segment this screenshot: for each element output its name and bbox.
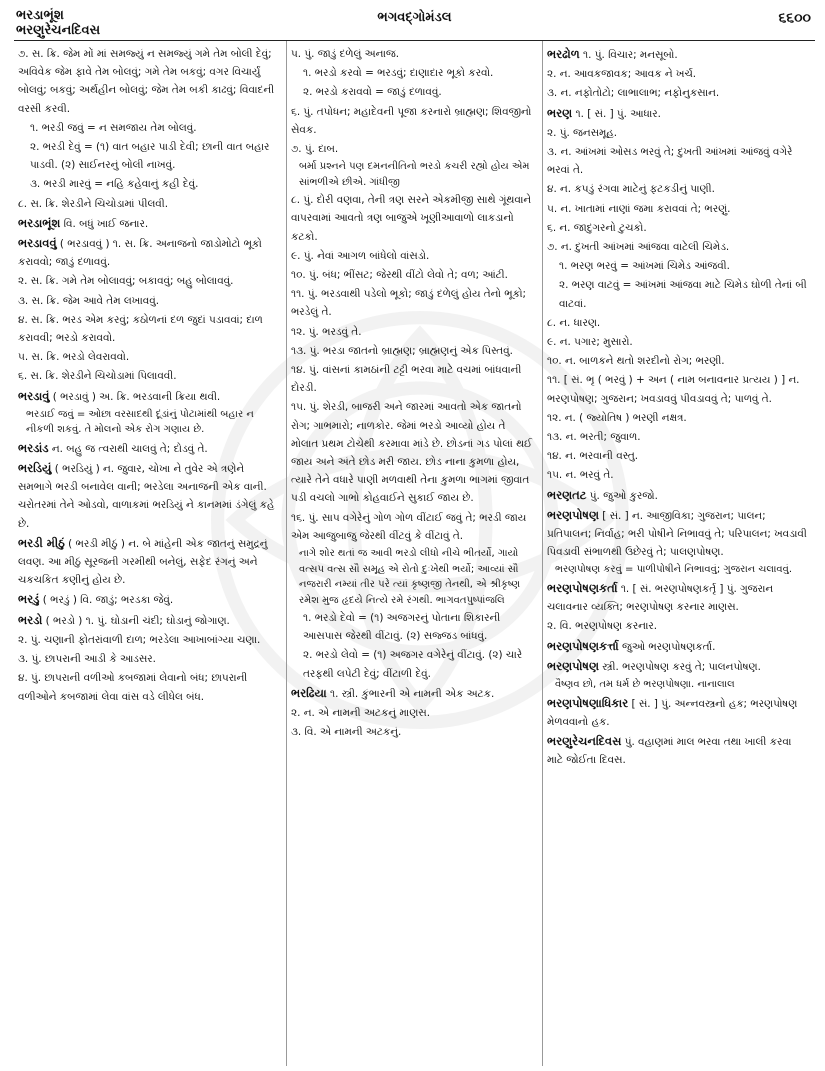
text-columns (14, 41, 815, 1066)
definition-text: ૭. સ. ક્રિ. જેમ મોં માં સમજ્યું ન સમજ્યું ગમે તેમ બોલી દેવું; અવિવેક જેમ ફાવે તેમ બોલવું; ગમે તેમ બકવું; વગર વિચાર્યું બોલવું; બકવું; અર્થહીન બોલવું; જેમ તેમ બકી કાઢવું; વિવાદની વરસી કરવી. (18, 48, 275, 115)
definition-text: ૨. ભરણ વાટવું = આંખમાં આંજવા માટે ચિમેડ ઘોળી તેનાં બી વાટવાં. (559, 279, 807, 310)
definition-text: ૨. ભરડી દેવું = (૧) વાત બહાર પાડી દેવી; છાની વાત બહાર પાડવી. (૨) સાઈનરનું બોલી નાખવું. (30, 141, 270, 172)
dictionary-entry (547, 104, 807, 123)
definition-text: ૫. ન. ખાતામાં નાણાં જમા કરાવવાં તે; ભરણું. (547, 202, 731, 215)
entry-sense (18, 367, 278, 385)
definition-text: ૧૫. ન. ભરવું તે. (547, 469, 614, 482)
dictionary-entry (18, 459, 278, 533)
column-right (542, 41, 815, 1066)
entry-sense (547, 466, 807, 484)
definition-text: ૧૨. ન. ( જ્યોતિષ ) ભરણી નક્ષત્ર. (547, 411, 687, 424)
definition-text: જુઓ ભરણપોષણકર્તા. (618, 640, 716, 653)
definition-text: ૧. સ્ત્રી. કુંભારની એ નામની એક અટક. (326, 687, 495, 700)
entry-sense (18, 311, 278, 347)
entry-sense (18, 631, 278, 649)
entry-sense (547, 180, 807, 198)
definition-text: ૧. ભરણ ભરવું = આંખમાં ચિમેડ આંજવી. (559, 260, 730, 273)
dictionary-entry (18, 439, 278, 458)
dictionary-entry (18, 611, 278, 630)
guide-word-first: ભરડાભૂંશ (16, 8, 64, 23)
definition-text: ૩. ન. નફોતોટો; લાભાલાભ; નફોનુકસાન. (547, 87, 720, 100)
entry-sense (291, 266, 534, 284)
headword: ભરણ (547, 105, 573, 120)
definition-text: ૧૪. ન. ભરવાની વસ્તુ. (547, 450, 639, 463)
page-number: ૬૬૦૦ (778, 10, 811, 26)
definition-text: ૬. પું. તપોધન; મહાદેવની પૂજા કરનારો બ્રાહ્મણ; શિવજીનો સેવક. (291, 105, 532, 136)
dictionary-entry (18, 234, 278, 271)
entry-sense (547, 409, 807, 427)
definition-text: ૩. ન. આંખમાં ઓસડ ભરવું તે; દુખતી આંખમાં આંજવું વગેરે ભરવાં તે. (547, 146, 793, 177)
dictionary-entry (547, 486, 807, 505)
usage-example (291, 159, 534, 190)
headword: ભરઢિયા (291, 685, 327, 700)
definition-text: ૭. પું. દાબ. (291, 143, 339, 156)
entry-sense (291, 398, 534, 507)
headword: ભરઢોળ (547, 47, 580, 61)
definition-text: ૫. સ. ક્રિ. ભરડો લેવરાવવો. (18, 351, 130, 364)
entry-sense (547, 333, 807, 351)
entry-sense (291, 342, 534, 360)
definition-text: ૧. ભરડો કરવો = ભરડવું; દાણાદાર ભૂકો કરવો. (303, 67, 494, 80)
definition-text: ૧. [ સં. ] પું. આધાર. (572, 107, 661, 120)
definition-text: ૧૪. પું. વાંસનાં કામઠાંની ટટ્ટી ભરવા માટે વચમાં બાંધવાની દોરડી. (291, 364, 522, 395)
entry-sense (18, 272, 278, 290)
definition-text: ૮. સ. ક્રિ. શેરડીને ચિચોડામાં પીલવી. (18, 197, 169, 210)
definition-text: ૧૩. પું. ભરડા જાતનો બ્રાહ્મણ; બ્રાહ્મણનું એક પિસ્તવું. (291, 344, 513, 357)
entry-sense (291, 140, 534, 158)
dictionary-entry (291, 684, 534, 703)
definition-text: ૩. વિ. એ નામની અટકનું. (291, 726, 402, 739)
definition-text: બર્મા પ્રશ્નને પણ દમનનીતિનો ભરડો કચરી રહ્યો હોય એમ સાંભળીએ છીએ. ગાંધીજી (299, 161, 530, 188)
headword: ભરડાવવું (18, 236, 57, 251)
definition-text: ૨. ન. આવકજાવક; આવક ને ખર્ચ. (547, 68, 697, 81)
entry-sense (547, 84, 807, 102)
definition-text: ( ભરડાવું ) અ. ક્રિ. ભરડવાની ક્રિયા થવી. (49, 390, 221, 403)
headword: ભરડાભૂંશ (18, 215, 61, 230)
entry-sense (18, 348, 278, 366)
definition-text: નાગે શોર થતાં જ આવી ભરડો લીધો નીચે ભીતર્યો, ગાયો વત્સપ વત્સ સૌ સમૂહ એ રોતો દુઃખેથી ભર્યો; આવ્યાં સૌ નજરારી નમ્યાં તીર પરે ત્યાં કૃષ્ણજી તેનથી, એ શ્રીકૃષ્ણ રમેશ મુજ હૃદયે નિત્યે રમે રંગથી. ભાગવતપુષ્પાંજલિ (299, 548, 521, 606)
dictionary-entry (547, 45, 807, 64)
definition-text: પું. વહાણમાં માલ ભરવા તથા ખાલી કરવા માટે જોઈતા દિવસ. (547, 735, 792, 767)
entry-sense (291, 646, 534, 682)
entry-sense (18, 175, 278, 193)
dictionary-entry (18, 387, 278, 406)
dictionary-entry (547, 506, 807, 562)
definition-text: ૧૨. પું. ભરડવું તે. (291, 325, 362, 338)
entry-sense (547, 143, 807, 179)
entry-sense (547, 428, 807, 446)
definition-text: ૨. પું. ચણાની ફોતરાંવાળી દાળ; ભરડેલા આખાબાંગ્યા ચણા. (18, 633, 261, 646)
headword: ભરણપોષણકર્ત્તા (547, 638, 619, 653)
definition-text: ( ભરડી મીઠું ) ન. બે માંહેની એક જાતનું સમુદ્રનું લવણ. આ મીઠું સૂરજની ગરમીથી બનેલું, સફેદ રંગનું અને ચકચકિત કણીનું હોય છે. (18, 537, 268, 587)
definition-text: ૨. પું. જનસમૂહ. (547, 126, 618, 139)
headword: ભરણપોષણ (547, 507, 599, 522)
definition-text: ૭. ન. દુખતી આંખમાં આંજવા વાટેલી ચિમેડ. (547, 241, 730, 254)
definition-text: ૩. ભરડી મારવું = નહિ કહેવાનું કહી દેવું. (30, 178, 199, 191)
entry-sense (547, 257, 807, 275)
dictionary-entry (18, 214, 278, 233)
headword: ભરણપોષણકર્તા (547, 580, 618, 595)
usage-example (547, 677, 807, 693)
definition-text: ૨. ન. એ નામની અટકનું માણસ. (291, 707, 431, 720)
headword: ભરડિયું (18, 461, 52, 476)
definition-text: ૯. પું. નેવાં આગળ બાંધેલો વાંસડો. (291, 249, 430, 262)
entry-sense (547, 219, 807, 237)
guide-word-last: ભરણુરેચનદિવસ (16, 23, 101, 38)
entry-sense (291, 45, 534, 63)
entry-sense (18, 119, 278, 137)
headword: ભરડી મીઠું (18, 535, 65, 550)
definition-text: ૧૦. પું. બંધ; ભીંસટ; જેરથી વીંટો લેવો તે; વળ; આંટી. (291, 269, 508, 282)
definition-text: ૩. પું. છાપરાની આડી કે આડસર. (18, 653, 156, 666)
entry-sense (291, 83, 534, 101)
column-left (14, 41, 286, 1066)
definition-text: ( ભરડો ) ૧. પું. ઘોડાની ચંદી; ઘોડાનું જોગાણ. (42, 614, 230, 627)
definition-text: ( ભરડાવવું ) ૧. સ. ક્રિ. અનાજનો જાડોમોટો ભૂકો કરાવવો; જાડું દળાવવું. (18, 238, 262, 269)
headword: ભરણુરેચનદિવસ (547, 733, 622, 748)
dictionary-entry (547, 637, 807, 656)
page-header (14, 6, 815, 41)
definition-text: ૪. સ. ક્રિ. ભરડ એમ કરવું; કઠોળનાં દળ જુદાં પડાવવાં; દાળ કરાવવી; ભરડો કરાવવો. (18, 313, 263, 345)
entry-sense (547, 200, 807, 218)
definition-text: ૩. સ. ક્રિ. જેમ આવે તેમ લખાવવું. (18, 294, 160, 307)
entry-sense (547, 617, 807, 635)
definition-text: ૬. સ. ક્રિ. શેરડીને ચિચોડામાં પિલાવવી. (18, 370, 177, 383)
entry-sense (18, 650, 278, 668)
dictionary-entry (547, 694, 807, 731)
usage-example (18, 407, 278, 438)
definition-text: ન. બહુ જ ત્વરાથી ચાલવું તે; દોડવું તે. (48, 442, 208, 455)
definition-text: ૧. પું. વિચાર; મનસૂબો. (579, 49, 678, 61)
definition-text: ૧૬. પું. સાપ વગેરેનું ગોળ ગોળ વીંટાઈ જવું તે; ભરડી જાય એમ આજુબાજુ જેરથી વીંટવું કે વીંટાવું તે. (291, 511, 527, 542)
entry-sense (547, 276, 807, 312)
entry-sense (18, 138, 278, 174)
definition-text: ૧૧. પું. ભરડવાથી પડેલો ભૂકો; જાડું દળેલું હોય તેનો ભૂકો; ભરડેલું તે. (291, 288, 527, 319)
dictionary-entry (547, 657, 807, 676)
dictionary-entry (547, 579, 807, 616)
definition-text: ૮. ન. ધારણ. (547, 316, 601, 329)
entry-sense (18, 669, 278, 705)
headword: ભરડાવું (18, 388, 50, 403)
headword: ભરણપોષણાધિકાર (547, 695, 629, 710)
definition-text: ૪. પું. છાપરાની વળીઓ કબજામાં લેવાનો બંધ; છાપરાની વળીઓને કબજામાં લેવા વાંસ વડે લીધેલ બંધ. (18, 672, 248, 703)
definition-text: ૪. ન. કપડું રંગવા માટેનું ફટકડીનું પાણી. (547, 183, 715, 196)
usage-example (291, 546, 534, 608)
entry-sense (291, 361, 534, 397)
headword: ભરણપોષણ (547, 658, 599, 673)
entry-sense (547, 314, 807, 332)
definition-text: ૨. ભરડો લેવો = (૧) અજગર વગેરેનું વીંટાવું. (૨) ચારે તરફથી લપેટી દેવું; વીંટાળી દેવું. (303, 649, 523, 680)
definition-text: ભરણપોષણ કરવું = પાળીપોષીને નિભાવવું; ગુજરાન ચલાવવું. (555, 564, 793, 576)
dictionary-entry (547, 732, 807, 769)
definition-text: ૨. વિ. ભરણપોષણ કરનાર. (547, 620, 658, 633)
dictionary-entry (18, 590, 278, 609)
definition-text: ૧. ભરડી જવું = ન સમજાય તેમ બોલવું. (30, 121, 197, 134)
definition-text: ૬. ન. જાદુગરનો ટુચકો. (547, 221, 647, 234)
headword: ભરડો (18, 612, 43, 627)
definition-text: ૯. ન. પગાર; મુસારો. (547, 336, 633, 349)
headword: ભરડું (18, 592, 40, 607)
definition-text: ( ભરડું ) વિ. જાડું; ભરડકા જેવું. (39, 594, 174, 607)
entry-sense (291, 64, 534, 82)
entry-sense (547, 371, 807, 407)
definition-text: ૧૦. ન. બાળકને થતો શરદીનો રોગ; ભરણી. (547, 355, 725, 368)
entry-sense (291, 323, 534, 341)
column-middle (286, 41, 542, 1066)
definition-text: ૧૩. ન. ભરતી; જુવાળ. (547, 431, 641, 444)
definition-text: સ્ત્રી. ભરણપોષણ કરવું તે; પાલનપોષણ. (598, 660, 761, 673)
definition-text: ( ભરડિયું ) ન. જુવાર, ચોખા ને તુવેર એ ત્રણેને સમભાગે ભરડી બનાવેલ વાની; ભરડેલા અનાજની એક વાની. ચરોતરમાં તેને ઓડવો, વાળાકમાં ભરડિયું ને કાનમમાં ડંગેલું કહે છે. (18, 463, 275, 530)
entry-sense (18, 45, 278, 118)
entry-sense (291, 723, 534, 741)
entry-sense (547, 65, 807, 83)
entry-sense (547, 352, 807, 370)
entry-sense (291, 247, 534, 265)
dictionary-entry (18, 534, 278, 590)
definition-text: ૨. ભરડો કરાવવો = જાડું દળાવવું. (303, 86, 442, 99)
entry-sense (18, 292, 278, 310)
entry-sense (291, 191, 534, 246)
entry-sense (547, 124, 807, 142)
definition-text: ૧૧. [ સં. ભૃ ( ભરવું ) + અન ( નામ બનાવનાર પ્રત્યય ) ] ન. ભરણપોષણ; ગુજરાન; ખવડાવવું પીવડાવવું તે; પાળવું તે. (547, 374, 800, 405)
headword: ભરડાંડ (18, 440, 49, 455)
definition-text: ૨. સ. ક્રિ. ગમે તેમ બોલાવવું; બકાવવું; બહુ બોલાવવું. (18, 275, 234, 288)
definition-text: પું. જુઓ કુરજો. (586, 489, 658, 502)
headword: ભરણતટ (547, 487, 587, 502)
book-title: ભગવદ્ગોમંડલ (377, 10, 452, 25)
entry-sense (291, 509, 534, 545)
definition-text: ભરડાઈ જવું = ઓછા વરસાદથી દૂંડાંનું પોટામાંથી બહાર ન નીકળી શકવું. તે મોલનો એક રોગ ગણાય છે. (26, 408, 254, 436)
definition-text: ૧. ભરડો દેવો = (૧) અજગરનું પોતાના શિકારની આસપાસ જેરથી વીંટાવું. (૨) સજ્જડ બાંધવું. (303, 612, 501, 643)
entry-sense (547, 447, 807, 465)
definition-text: ૧૫. પું. શેરડી, બાજરી અને જારમાં આવતો એક જાતનો રોગ; ગાભમારો; નાળકોર. જેમાં ભરડો આવ્યો હોય તે મોલાત પ્રથમ ટોચેથી કરમાવા માંડે છે. છોડનાં ગડ પોલાં થઈ જાય અને અંતે છોડ મરી જાય. છોડ નાના કુમળા હોય, ત્યારે તેને વધારે પાણી મળવાથી તેના કુમળા ભાગમાં જીવાત પડી વચલો ગાભો કોહવાઈને સુકાઈ જાય છે. (291, 401, 533, 505)
entry-sense (291, 103, 534, 139)
entry-sense (547, 238, 807, 256)
definition-text: ૧. [ સં. ભરણપોષણકર્તૃ ] પું. ગુજરાન ચલાવનાર વ્યક્તિ; ભરણપોષણ કરનાર માણસ. (547, 582, 774, 614)
entry-sense (18, 195, 278, 213)
entry-sense (291, 609, 534, 645)
definition-text: વિ. બધું ખાઈ જનાર. (60, 217, 149, 230)
entry-sense (291, 285, 534, 321)
usage-example (547, 562, 807, 578)
definition-text: વૈષ્ણવ છો, તમ ધર્મ છે ભરણપોષણા. નાનાલાલ (555, 679, 735, 690)
entry-sense (291, 704, 534, 722)
definition-text: ૮. પું. દોરી વણવા, તેની ત્રણ સરને એકમીજી સાથે ગૂંથવાને વાપરવામાં આવતો ત્રણ બાજુએ ખૂણીઆવાળો લાકડાનો કટકો. (291, 194, 532, 243)
definition-text: [ સં. ] ન. આજીવિકા; ગુજરાન; પાલન; પ્રતિપાલન; નિર્વાહ; ભરી પોષીને નિભાવવું તે; પરિપાલન; ખવડાવી પિવડાવી સંભાળથી ઉછેરવું તે; પાલણપોષણ. (547, 509, 807, 559)
definition-text: [ સં. ] પું. અન્નવસ્ત્રનો હક; ભરણપોષણ મેળવવાનો હક. (547, 697, 798, 728)
definition-text: પ. પું. જાડું દળેલું અનાજ. (291, 48, 400, 60)
